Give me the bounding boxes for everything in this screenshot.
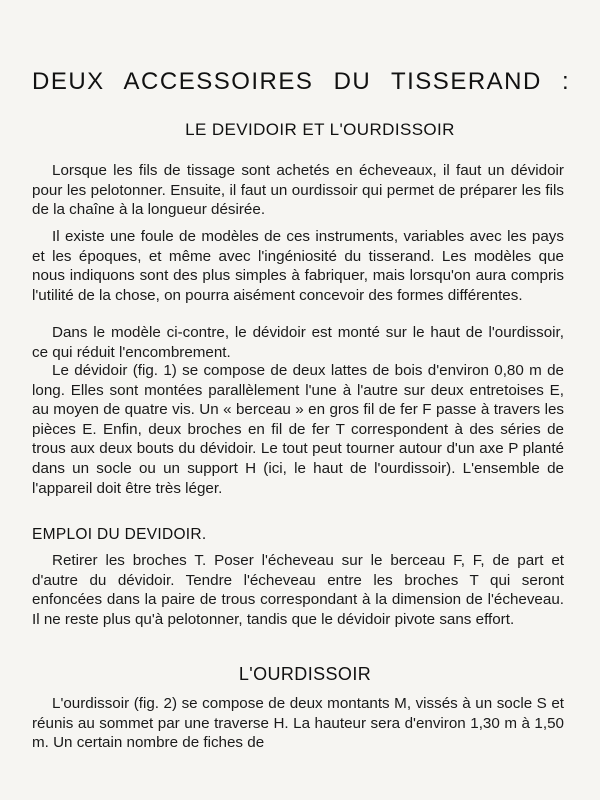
paragraph-intro-2: Il existe une foule de modèles de ces instruments, variables avec les pays et les époques, et même avec l'ingéniosité du tisserand. Les modèles que nous indiquons sont des plus simples à fabriquer, mais lorsqu'on aura compris l'utilité de la chose, on pourra aisément concevoir des formes différentes. — [32, 228, 564, 304]
paragraph-ourdissoir: L'ourdissoir (fig. 2) se compose de deux montants M, vissés à un socle S et réunis au sommet par une traverse H. La hauteur sera d'environ 1,30 m à 1,50 m. Un certain nombre de fiches de — [32, 695, 564, 752]
page-title: DEUX ACCESSOIRES DU TISSERAND : — [32, 68, 571, 95]
subtitle-devidoir-ourdissoir: LE DEVIDOIR ET L'OURDISSOIR — [185, 120, 455, 139]
subtitle-ourdissoir: L'OURDISSOIR — [238, 664, 372, 684]
paragraph-intro-1: Lorsque les fils de tissage sont achetés en écheveaux, il faut un dévidoir pour les pelotonner. Ensuite, il faut un ourdissoir qui permet de préparer les fils de la chaîne à la longueur désirée. — [32, 162, 564, 219]
section-heading-emploi: EMPLOI DU DEVIDOIR. — [32, 526, 207, 543]
paragraph-devidoir-description: Le dévidoir (fig. 1) se compose de deux lattes de bois d'environ 0,80 m de long. Elles sont montées parallèlement l'une à l'autre sur deux entretoises E, au moyen de quatre vis. Un « berceau » en gros fil de fer F passe à travers les pièces E. Enfin, deux broches en fil de fer T correspondent à des séries de trous aux deux bouts du dévidoir. Le tout peut tourner autour d'un axe P planté dans un socle ou un support H (ici, le haut de l'ourdissoir). L'ensemble de l'appareil doit être très léger. — [32, 362, 564, 497]
paragraph-emploi: Retirer les broches T. Poser l'écheveau sur le berceau F, F, de part et d'autre du dévidoir. Tendre l'écheveau entre les broches T qui seront enfoncées dans la paire de trous correspondant à la dimension de l'écheveau. Il ne reste plus qu'à pelotonner, tandis que le dévidoir pivote sans effort. — [32, 552, 564, 628]
paragraph-intro-3: Dans le modèle ci-contre, le dévidoir est monté sur le haut de l'ourdissoir, ce qui réduit l'encombrement. — [32, 324, 564, 361]
